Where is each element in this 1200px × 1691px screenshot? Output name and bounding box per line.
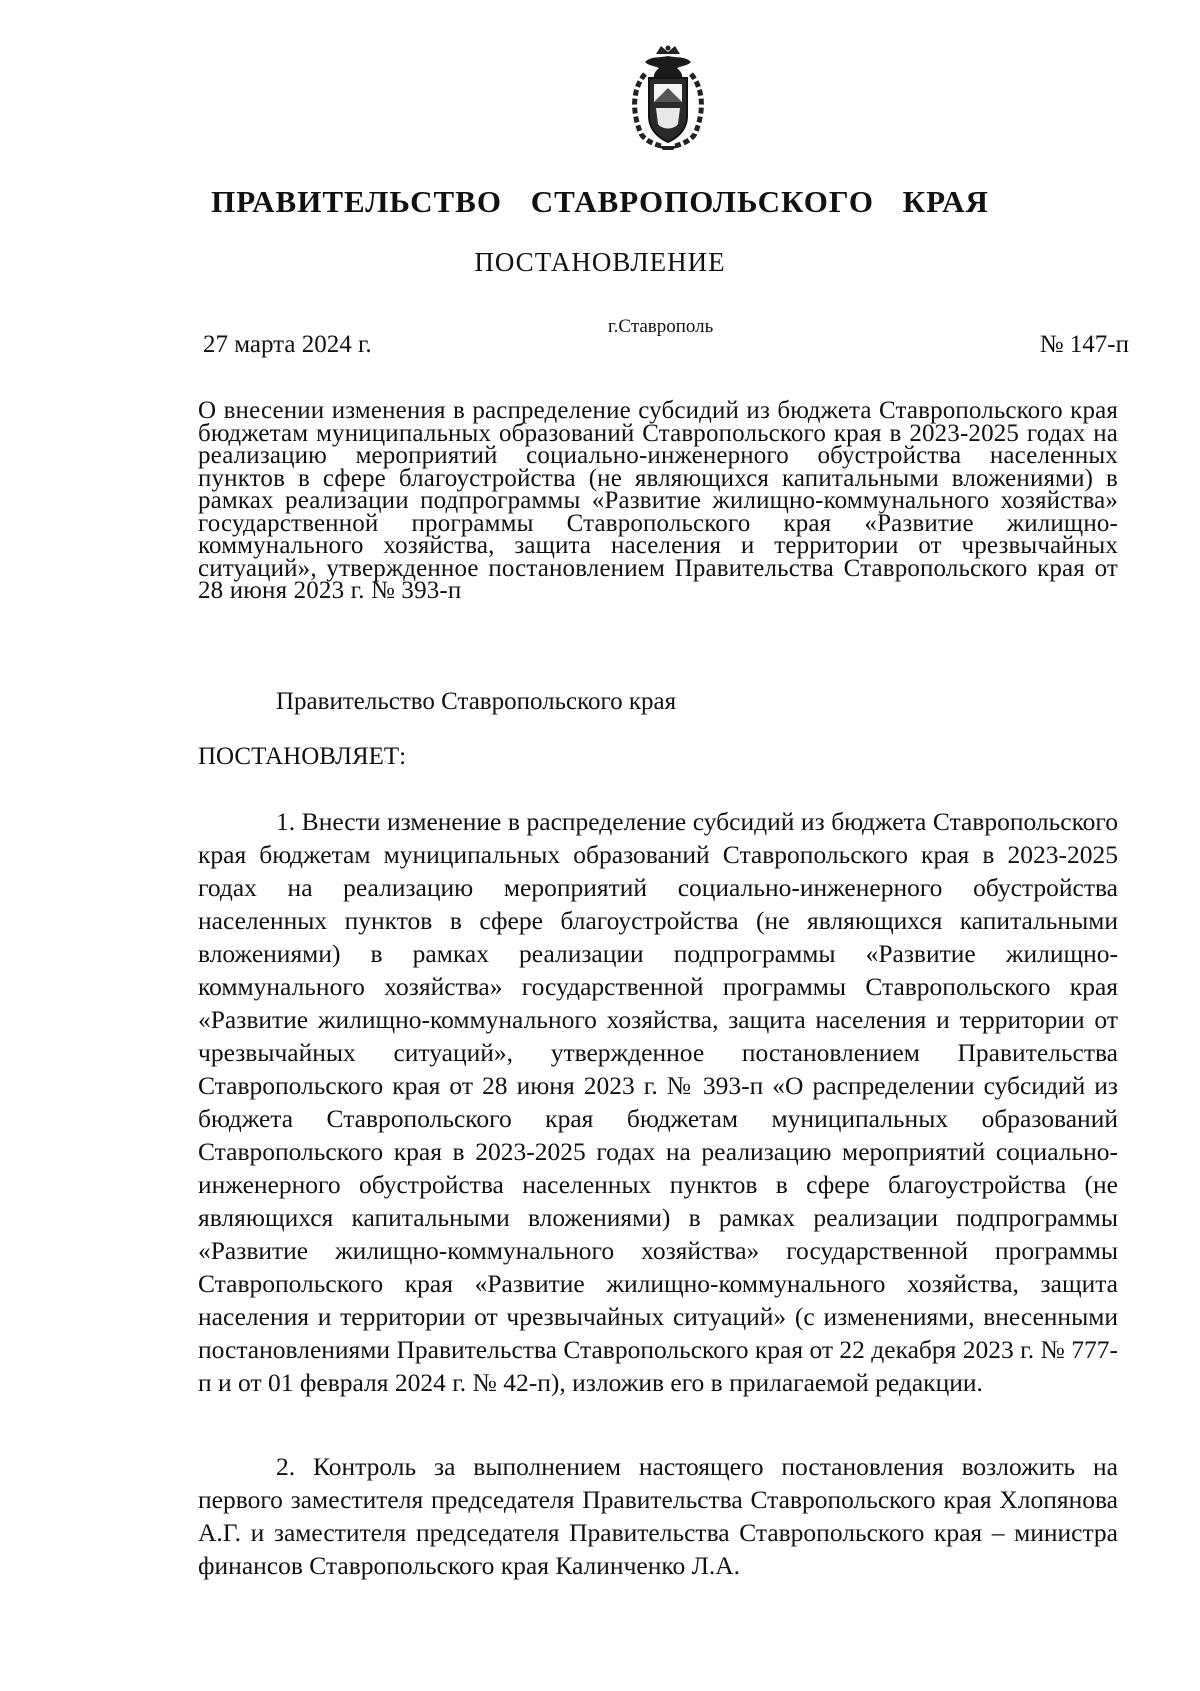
paragraph-1: 1. Внести изменение в распределение субсидий из бюджета Ставропольского края бюджетам муниципальных образований Ставропольского края в 2023-2025 годах на реализацию мероприятий социально-инженерного обустройства населенных пунктов в сфере благоустройства (не являющихся капитальными вложениями) в рамках реализации подпрограммы «Развитие жилищно-коммунального хозяйства» государственной программы Ставропольского края «Развитие жилищно-коммунального хозяйства, защита населения и территории от чрезвычайных ситуаций», утвержденное постановлением Правительства Ставропольского края от 28 июня 2023 г. № 393-п «О распределении субсидий из бюджета Ставропольского края бюджетам муниципальных образований Ставропольского края в 2023-2025 годах на реализацию мероприятий социально-инженерного обустройства населенных пунктов в сфере благоустройства (не являющихся капитальными вложениями) в рамках реализации подпрограммы «Развитие жилищно-коммунального хозяйства» государственной программы Ставропольского края «Развитие жилищно-коммунального хозяйства, защита населения и территории от чрезвычайных ситуаций» (с изменениями, внесенными постановлениями Правительства Ставропольского края от 22 декабря 2023 г. № 777-п и от 01 февраля 2024 г. № 42-п), изложив его в прилагаемой редакции. xyxy=(198,807,1118,1397)
document-subject: О внесении изменения в распределение субсидий из бюджета Ставропольского края бюджетам муниципальных образований Ставропольского края в 2023-2025 годах на реализацию мероприятий социально-инженерного обустройства населенных пунктов в сфере благоустройства (не являющихся капитальными вложениями) в рамках реализации подпрограммы «Развитие жилищно-коммунального хозяйства» государственной программы Ставропольского края «Развитие жилищно-коммунального хозяйства, защита населения и территории от чрезвычайных ситуаций», утвержденное постановлением Правительства Ставропольского края от 28 июня 2023 г. № 393-п xyxy=(198,397,1118,604)
document-number: № 147-п xyxy=(1039,331,1129,358)
stavropol-coat-of-arms-icon xyxy=(623,44,713,152)
document-date: 27 марта 2024 г. xyxy=(203,331,372,358)
document-type: ПОСТАНОВЛЕНИЕ xyxy=(474,247,726,277)
paragraph-2: 2. Контроль за выполнением настоящего постановления возложить на первого заместителя председателя Правительства Ставропольского края Хлопянова А.Г. и заместителя председателя Правительства Ставропольского края – министра финансов Ставропольского края Калинченко Л.А. xyxy=(198,1452,1118,1580)
government-title: ПРАВИТЕЛЬСТВО СТАВРОПОЛЬСКОГО КРАЯ xyxy=(211,184,989,219)
issuing-authority: Правительство Ставропольского края xyxy=(276,688,677,715)
document-city: г.Ставрополь xyxy=(608,316,714,337)
resolves-heading: ПОСТАНОВЛЯЕТ: xyxy=(198,743,407,770)
